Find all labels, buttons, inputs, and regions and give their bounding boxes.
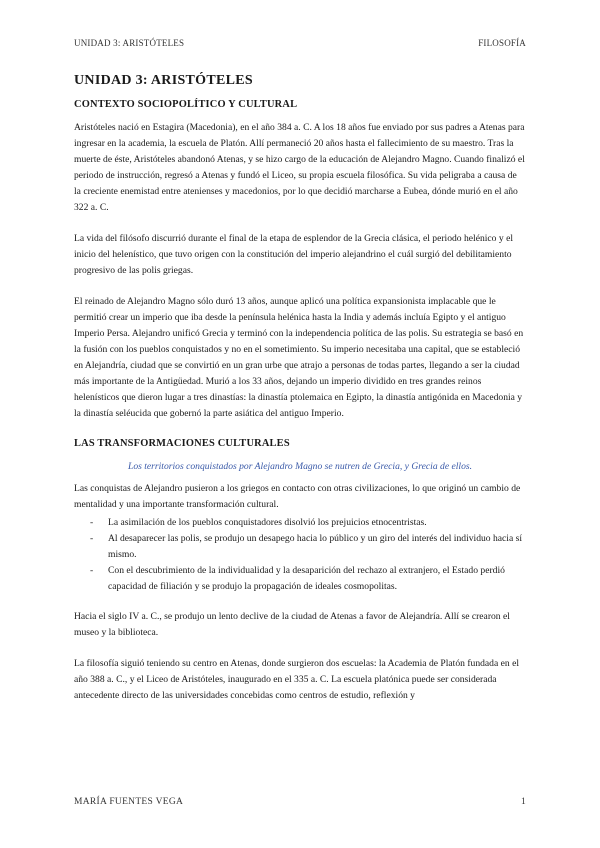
paragraph-philosophy-schools: La filosofía siguió teniendo su centro en Atenas, donde surgieron dos escuelas: la Academia de Platón fundada en el año 388 a. C., y el Liceo de Aristóteles, inaugurado en el 335 a. C. La escuela platónica puede ser considerada antecedente directo de las universidades concebidas como centros de estudio, reflexión y (74, 658, 520, 701)
page-title: UNIDAD 3: ARISTÓTELES (74, 73, 254, 88)
list-item: - Con el descubrimiento de la individualidad y la desaparición del rechazo al extranjero, el Estado perdió capacidad de filiación y se produjo la propagación de ideales cosmopolitas. (74, 563, 526, 595)
transformations-list (74, 515, 526, 595)
paragraph-conquests-intro: Las conquistas de Alejandro pusieron a los griegos en contacto con otras civilizaciones, lo que originó un cambio de mentalidad y una importante transformación cultural. (74, 483, 521, 510)
header-unit-label: UNIDAD 3: ARISTÓTELES (74, 38, 185, 48)
page-header (74, 38, 526, 48)
page-number: 1 (520, 797, 526, 807)
paragraph-era: La vida del filósofo discurrió durante el final de la etapa de esplendor de la Grecia clásica, el periodo helénico y el inicio del helenístico, que tuvo origen con la constitución del imperio alejandrino el cuál surgió del debilitamiento progresivo de las polis griegas. (74, 233, 513, 276)
paragraph-athens-decline: Hacia el siglo IV a. C., se produjo un lento declive de la ciudad de Atenas a favor de Alejandría. Allí se crearon el museo y la biblioteca. (74, 611, 510, 638)
header-subject-label: FILOSOFÍA (478, 38, 526, 48)
footer-author: MARÍA FUENTES VEGA (74, 797, 184, 807)
list-item: - La asimilación de los pueblos conquistadores disolvió los prejuicios etnocentristas. (74, 515, 526, 531)
paragraph-alexander: El reinado de Alejandro Magno sólo duró 13 años, aunque aplicó una política expansionista implacable que le permitió crear un imperio que iba desde la península helénica hasta la India y además incluía Egipto y el antiguo Imperio Persa. Alejandro unificó Grecia y terminó con la independencia política de las polis. Su estrategia se basó en la fusión con los pueblos conquistados y no en el sometimiento. Su imperio necesitaba una capital, que se estableció en Alejandría, ciudad que se convirtió en un gran urbe que atrajo a personas de todas partes, llegando a ser la ciudad más importante de la Antigüedad. Murió a los 33 años, dejando un imperio dividido en tres grandes reinos helenísticos que dieron lugar a tres dinastías: la dinastía ptolemaica en Egipto, la dinastía antigónida en Macedonia y la dinastía seléucida que gobernó la parte asiática del antiguo Imperio. (74, 296, 524, 419)
section-heading-context: CONTEXTO SOCIOPOLÍTICO Y CULTURAL (74, 99, 298, 110)
pull-quote: Los territorios conquistados por Alejandro Magno se nutren de Grecia, y Grecia de ellos. (127, 461, 472, 472)
document-body (74, 70, 526, 719)
paragraph-biography: Aristóteles nació en Estagira (Macedonia), en el año 384 a. C. A los 18 años fue enviado por sus padres a Atenas para ingresar en la academia, la escuela de Platón. Allí permaneció 20 años hasta el fallecimiento de su maestro. Tras la muerte de éste, Aristóteles abandonó Atenas, y se hizo cargo de la educación de Alejandro Magno. Cuando finalizó el periodo de instrucción, regresó a Atenas y fundó el Liceo, su propia escuela filosófica. Su vida peligraba a causa de la creciente enemistad entre atenienses y macedonios, por lo que decidió marcharse a Eubea, dónde murió en el año 322 a. C. (74, 122, 525, 213)
page-footer (74, 797, 526, 807)
section-heading-transformations: LAS TRANSFORMACIONES CULTURALES (74, 438, 290, 449)
list-item: - Al desaparecer las polis, se produjo un desapego hacia lo público y un giro del interés del individuo hacia sí mismo. (74, 531, 526, 563)
